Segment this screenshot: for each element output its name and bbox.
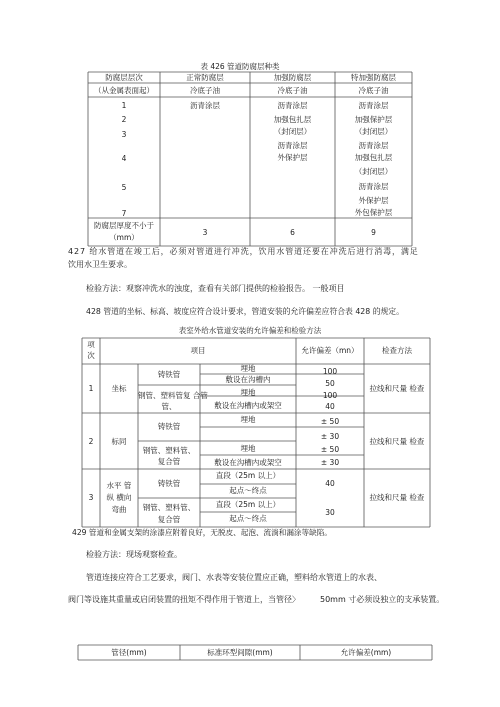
t1-cell: 沥青涂层 — [277, 101, 308, 110]
t1-thickness-reinforced: 6 — [290, 228, 295, 237]
t2-header-deviation: 允许偏差（mn） — [301, 346, 359, 355]
t2-g3-label: 纵 横向 — [106, 493, 132, 502]
t2-g2-cond: 埋地 — [240, 444, 256, 453]
t2-g1-cond: 敷设在沟槽内或架空 — [214, 401, 282, 410]
paragraph-428: 428 管道的坐标、标高、坡度应符合设计要求，管道安装的允许偏差应符合表 428 的规定。 — [86, 307, 404, 316]
t1-cell: （封闭层） — [354, 167, 393, 176]
t1-cell: 外保护层 — [358, 196, 389, 205]
t2-g1-sub1: 铸铁管 — [157, 370, 181, 379]
t1-cell: 沥青涂层 — [190, 101, 220, 110]
t1-cell: （从金属表面起） — [94, 86, 154, 95]
paragraph-inspection-2: 检验方法：现场观察检查。 — [86, 550, 182, 559]
paragraph-inspection: 检验方法：观察冲洗水的浊度，查看有关部门提供的检验报告。 一般项目 — [86, 284, 345, 293]
t2-g3-cond: 直段（25m 以上） — [215, 500, 281, 509]
t2-g1-cond: 敷设在沟槽内 — [225, 375, 271, 384]
t1-header-normal: 正常防腐层 — [186, 73, 224, 82]
t2-g2-sub2a: 钢管、塑料管、 — [142, 446, 196, 455]
t2-g2-sub1: 铸铁管 — [157, 422, 181, 431]
t1-thickness-unit: （mm） — [109, 233, 139, 242]
t2-g1-val: 40 — [325, 402, 335, 411]
t3-header-diameter: 管径(mm) — [111, 648, 147, 657]
t2-g3-method: 拉线和尺量 检查 — [369, 493, 425, 502]
t1-cell: 加强包扎层 — [273, 115, 312, 124]
paragraph-429: 429 管道和金属支架的涂漆应附着良好，无脱皮、起泡、流淌和漏涂等缺陷。 — [72, 528, 332, 537]
t1-cell: 加强包扎层 — [354, 153, 393, 162]
t2-g2-sub2b: 复合管 — [157, 457, 181, 466]
t2-g3-no: 3 — [88, 493, 94, 502]
paragraph-valves-cont: 50mm 寸必须设独立的支承装置。 — [320, 595, 445, 604]
t1-cell: 2 — [121, 115, 127, 124]
t2-g3-cond: 直段（25m 以上） — [215, 471, 281, 480]
t1-header-extra: 特加强防腐层 — [351, 73, 396, 82]
paragraph-valves: 阀门等设施其重量或启闭装置的扭矩不得作用于管道上，当管径〉 — [68, 595, 300, 604]
t2-g3-sub2b: 复合管 — [157, 515, 181, 524]
t2-g2-label: 标同 — [111, 437, 127, 446]
t2-g2-cond: 敷设在沟槽内或架空 — [214, 458, 282, 467]
t1-cell: 7 — [121, 209, 127, 218]
t1-cell: 3 — [121, 130, 127, 139]
t2-g3-val: 40 — [325, 479, 335, 488]
t1-cell: 外包保护层 — [354, 208, 393, 217]
t2-g1-method: 拉线和尺量 检查 — [369, 384, 425, 393]
t2-g1-cond: 埋地 — [240, 388, 256, 397]
t1-cell: 冷底子油 — [358, 86, 389, 95]
t1-cell: 4 — [121, 154, 127, 163]
t1-cell: 沥青涂层 — [277, 141, 308, 150]
t1-cell: 加强保护层 — [354, 115, 393, 124]
t2-header-item: 项目 — [190, 346, 206, 355]
t2-g1-val: 100 — [322, 367, 338, 376]
t2-g1-cond: 埋地 — [240, 364, 256, 373]
t1-header-layer: 防腐层层次 — [105, 73, 143, 82]
t2-g3-label: 水平 管 — [106, 481, 132, 490]
t2-g3-cond: 起点～终点 — [229, 514, 267, 523]
t2-g1-val: 50 — [325, 379, 335, 388]
paragraph-427: 427 给水管道在竣工后，必须对管道进行冲洗，饮用水管道还要在冲洗后进行消毒，满足 — [68, 247, 419, 256]
t2-g1-val: 100 — [322, 391, 338, 400]
t2-g2-cond: 埋地 — [240, 415, 256, 424]
t1-cell: 1 — [121, 101, 127, 110]
t1-cell: （封闭层） — [354, 127, 393, 136]
t1-cell: 沥青涂层 — [358, 101, 389, 110]
t3-header-gap: 标准环型间隙(mm) — [207, 648, 273, 657]
t2-g1-label: 坐标 — [111, 384, 127, 393]
t2-g2-val: ± 50 — [320, 417, 340, 426]
t2-header-no-1: 项 — [87, 340, 95, 349]
paragraph-connection: 管道连接应符合工艺要求，阀门、水表等安装位置应正确，塑料给水管道上的水表、 — [86, 573, 382, 582]
t1-cell: 冷底子油 — [190, 86, 220, 95]
t2-g3-sub1: 铸铁管 — [157, 479, 181, 488]
t1-thickness-label: 防腐层厚度不小于 — [94, 221, 154, 230]
t1-thickness-normal: 3 — [202, 228, 208, 237]
t2-g2-method: 拉线和尺量 检查 — [369, 437, 425, 446]
t2-g3-val: 30 — [325, 508, 335, 517]
t1-cell: 外保护层 — [277, 153, 308, 162]
paragraph-427-cont: 饮用水卫生要求。 — [68, 260, 132, 269]
t2-g1-sub2b: 管、 — [161, 402, 177, 411]
t2-g1-no: 1 — [88, 384, 94, 393]
t1-header-reinforced: 加强防腐层 — [273, 73, 312, 82]
t2-g2-no: 2 — [88, 437, 94, 446]
t2-header-no-2: 次 — [87, 351, 95, 360]
t2-g2-val: ± 50 — [320, 445, 340, 454]
t1-cell: 沥青涂层 — [358, 141, 389, 150]
t1-cell: （封闭层） — [273, 127, 312, 136]
t1-cell: 沥青涂层 — [358, 182, 389, 191]
t1-cell: 冷底子油 — [277, 86, 308, 95]
t1-thickness-extra: 9 — [371, 228, 376, 237]
t2-g2-val: ± 30 — [320, 432, 340, 441]
t2-g2-val: ± 30 — [320, 458, 340, 467]
table1-title: 表 426 管道防腐层种类 — [200, 62, 280, 71]
table2-title: 表室外给水管道安装的允许偏差和检验方法 — [178, 326, 322, 335]
t2-g1-sub2a: 钢管、塑料管复 合管 — [138, 391, 208, 400]
t3-header-deviation: 允许偏差(mm) — [340, 648, 392, 657]
t2-g3-label: 弯曲 — [111, 505, 127, 514]
t2-g3-cond: 起点～终点 — [229, 486, 267, 495]
t2-g3-sub2a: 钢管、塑料管、 — [142, 503, 196, 512]
t1-cell: 5 — [121, 183, 127, 192]
t2-header-method: 检查方法 — [382, 346, 412, 355]
